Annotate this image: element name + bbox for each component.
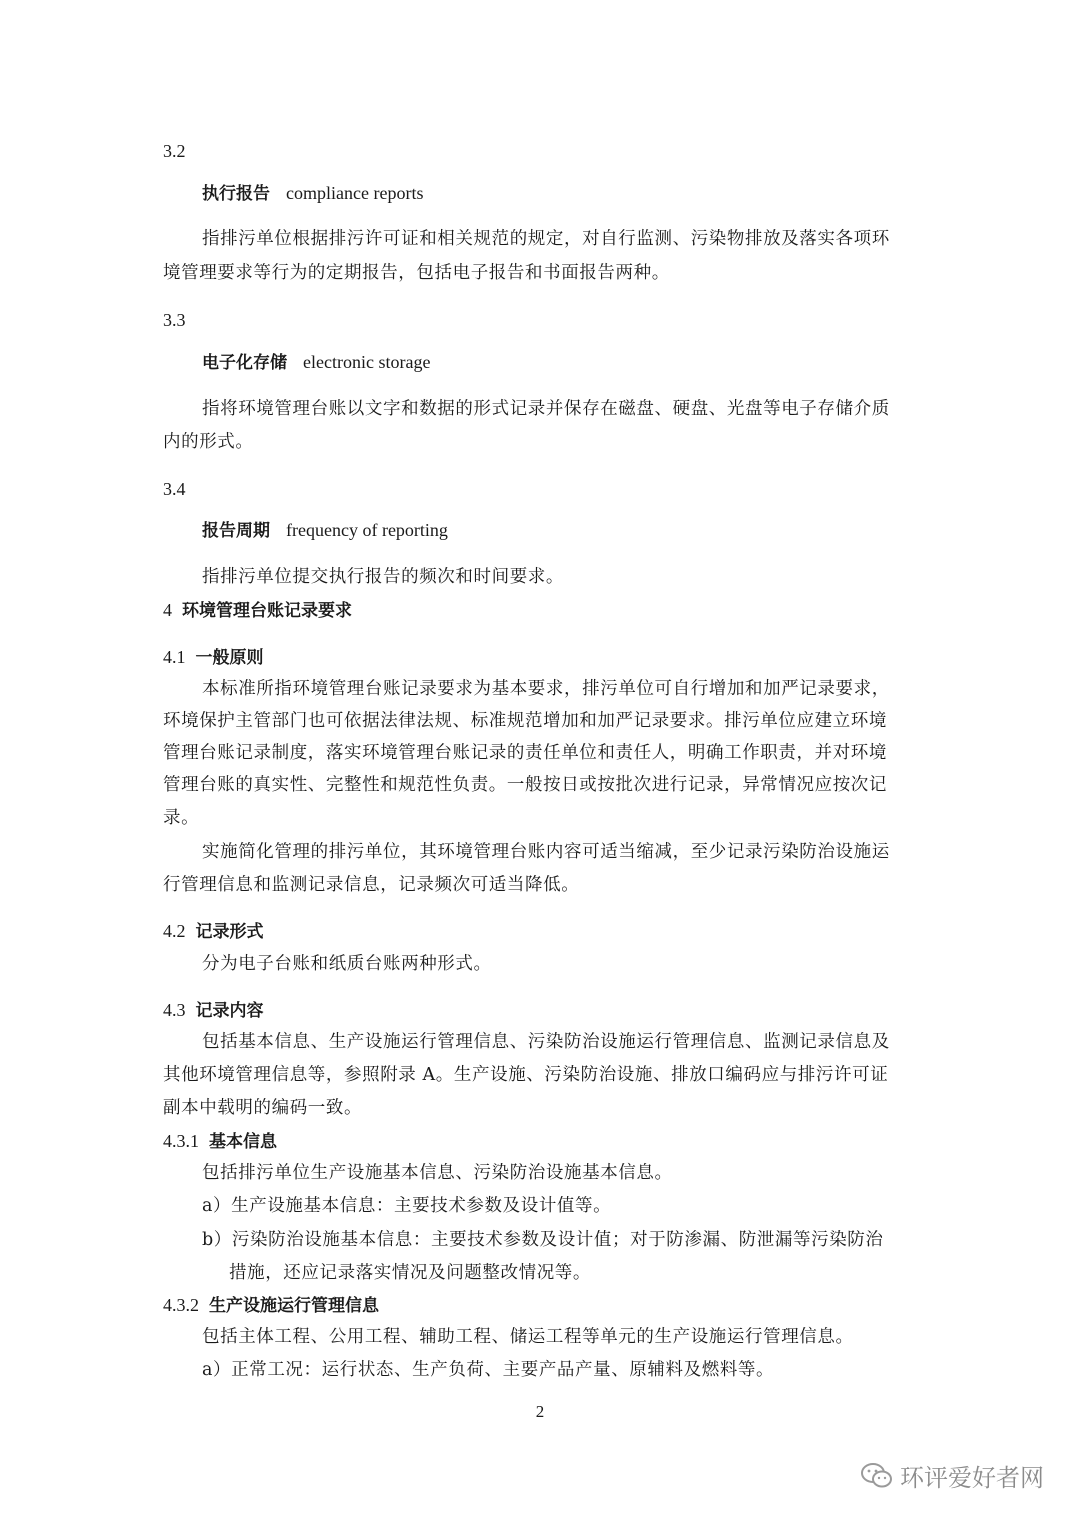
paragraph-line: 其他环境管理信息等，参照附录 A。生产设施、污染防治设施、排放口编码应与排污许可证 [163,1065,889,1085]
heading-number: 4.3 [163,1000,186,1020]
term-chinese: 执行报告 [202,184,270,204]
section-number: 3.2 [163,141,186,161]
subsection-heading [163,1293,379,1318]
heading-number: 4.3.1 [163,1131,199,1151]
wechat-icon [860,1461,894,1491]
paragraph-line: 管理台账的真实性、完整性和规范性负责。一般按日或按批次进行记录，异常情况应按次记 [163,775,887,795]
heading-number: 4 [163,600,172,620]
term-english: electronic storage [303,352,431,372]
term-english: compliance reports [286,183,424,203]
definition-line: 内的形式。 [163,432,254,452]
heading-title: 基本信息 [209,1132,277,1152]
section-heading [163,919,264,944]
section-number: 3.3 [163,310,186,330]
section-heading [163,998,264,1023]
heading-title: 一般原则 [195,648,264,668]
heading-title: 生产设施运行管理信息 [209,1296,379,1316]
heading-title: 记录形式 [195,922,264,942]
paragraph-line: 副本中载明的编码一致。 [163,1098,363,1118]
chapter-heading [163,598,352,623]
subsection-heading [163,1129,277,1154]
heading-title: 记录内容 [195,1001,264,1021]
definition-line: 指将环境管理台账以文字和数据的形式记录并保存在磁盘、硬盘、光盘等电子存储介质 [202,399,890,419]
section-number: 3.4 [163,479,186,499]
list-item: a）生产设施基本信息：主要技术参数及设计值等。 [202,1196,612,1216]
paragraph-line: 管理台账记录制度，落实环境管理台账记录的责任单位和责任人，明确工作职责，并对环境 [163,743,887,763]
paragraph-line: 实施简化管理的排污单位，其环境管理台账内容可适当缩减，至少记录污染防治设施运 [202,842,890,862]
definition-line: 指排污单位提交执行报告的频次和时间要求。 [202,567,564,587]
list-item-continuation: 措施，还应记录落实情况及问题整改情况等。 [229,1263,591,1283]
term-chinese: 电子化存储 [202,353,287,373]
definition-line: 指排污单位根据排污许可证和相关规范的规定，对自行监测、污染物排放及落实各项环 [202,229,890,249]
term-heading [202,181,423,206]
term-chinese: 报告周期 [202,521,270,541]
watermark [860,1458,1044,1493]
watermark-text: 环评爱好者网 [900,1464,1044,1492]
term-english: frequency of reporting [286,520,448,540]
paragraph-line: 分为电子台账和纸质台账两种形式。 [202,954,492,974]
paragraph-line: 包括基本信息、生产设施运行管理信息、污染防治设施运行管理信息、监测记录信息及 [202,1032,890,1052]
heading-title: 环境管理台账记录要求 [182,601,352,621]
paragraph-line: 包括排污单位生产设施基本信息、污染防治设施基本信息。 [202,1163,673,1183]
paragraph-line: 录。 [163,808,200,828]
heading-number: 4.2 [163,921,186,941]
paragraph-line: 环境保护主管部门也可依据法律法规、标准规范增加和加严记录要求。排污单位应建立环境 [163,711,887,731]
section-heading [163,645,264,670]
list-item: a）正常工况：运行状态、生产负荷、主要产品产量、原辅料及燃料等。 [202,1360,775,1380]
page-number: 2 [535,1402,545,1421]
list-item: b）污染防治设施基本信息：主要技术参数及设计值；对于防渗漏、防泄漏等污染防治 [202,1230,884,1250]
heading-number: 4.1 [163,647,186,667]
term-heading [202,350,430,375]
definition-line: 境管理要求等行为的定期报告，包括电子报告和书面报告两种。 [163,263,670,283]
paragraph-line: 行管理信息和监测记录信息，记录频次可适当降低。 [163,875,580,895]
paragraph-line: 包括主体工程、公用工程、辅助工程、储运工程等单元的生产设施运行管理信息。 [202,1327,854,1347]
paragraph-line: 本标准所指环境管理台账记录要求为基本要求，排污单位可自行增加和加严记录要求， [202,679,890,699]
heading-number: 4.3.2 [163,1295,199,1315]
term-heading [202,518,448,543]
